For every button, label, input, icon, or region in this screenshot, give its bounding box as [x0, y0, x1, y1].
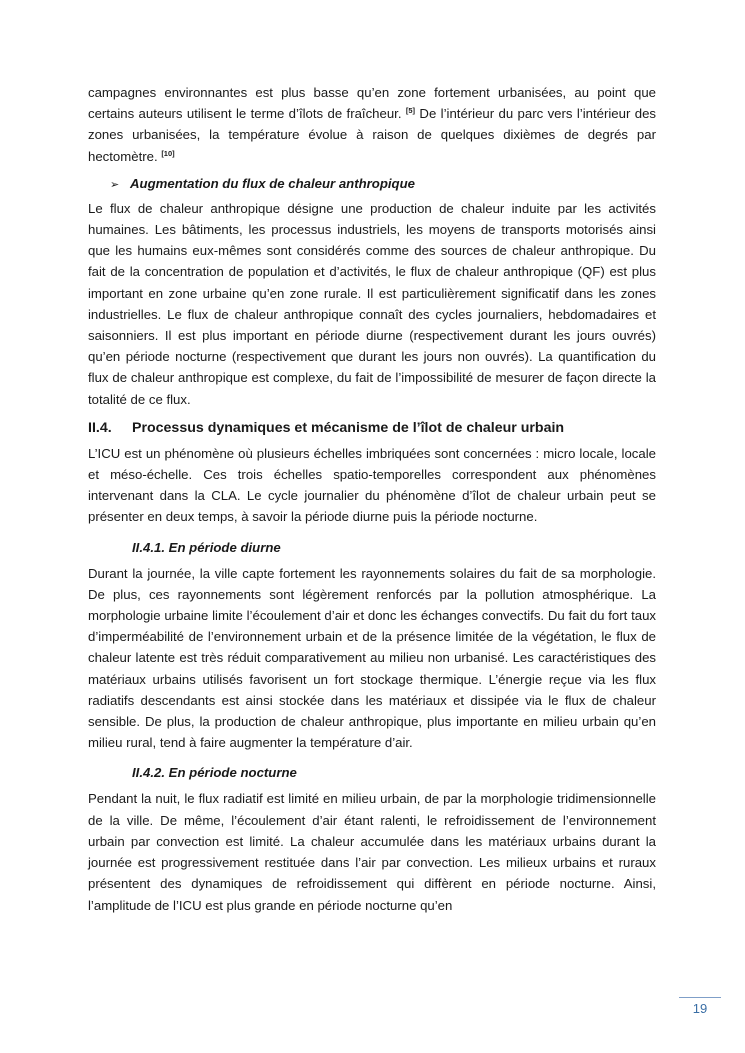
- bullet-heading: [88, 174, 656, 195]
- intro-text-b: De l’intérieur du parc vers l’intérieur des zones urbanisées, la température évolue à raison de quelques dixièmes de degrés par hectomètre.: [88, 106, 656, 164]
- bullet-heading-text: Augmentation du flux de chaleur anthropique: [130, 175, 416, 191]
- section-2-4-paragraph: L’ICU est un phénomène où plusieurs échelles imbriquées sont concernées : micro locale, locale et méso-échelle. Ces trois échelles spatio-temporelles correspondent aux phénomènes intervenant dans la CLA. Le cycle journalier du phénomène d’îlot de chaleur urbain peut se présenter en deux temps, à savoir la période diurne puis la période nocturne.: [88, 445, 656, 525]
- citation-ref-10: [10]: [161, 148, 175, 158]
- document-page: [88, 82, 656, 916]
- section-number: II.4.: [88, 419, 112, 436]
- section-title: Processus dynamiques et mécanisme de l’îlot de chaleur urbain: [132, 419, 565, 436]
- intro-paragraph: [88, 82, 656, 167]
- footer-divider: [679, 997, 721, 998]
- subsection-heading-diurne: II.4.1. En période diurne: [132, 539, 281, 555]
- anthropic-heat-paragraph: Le flux de chaleur anthropique désigne une production de chaleur induite par les activités humaines. Les bâtiments, les processus industriels, les moyens de transports motorisés ainsi que les humains eux-mêmes sont considérés comme des sources de chaleur anthropique. Du fait de la concentration de population et d’activités, le flux de chaleur anthropique (QF) est plus important en zone urbaine qu’en zone rurale. Il est particulièrement significatif dans les zones industrielles. Le flux de chaleur anthropique connaît des cycles journaliers, hebdomadaires et saisonniers. Il est plus important en période diurne (respectivement durant les jours ouvrés) qu’en période nocturne (respectivement que durant les jours non ouvrés). La quantification du flux de chaleur anthropique est complexe, du fait de l’impossibilité de mesurer de façon directe la totalité de ce flux.: [88, 200, 656, 407]
- page-number: 19: [692, 1001, 708, 1016]
- nocturne-paragraph: Pendant la nuit, le flux radiatif est limité en milieu urbain, de par la morphologie tridimensionnelle de la ville. De même, l’écoulement d’air étant ralenti, le refroidissement de l’environnement urbain par convection est limité. La chaleur accumulée dans les matériaux urbains durant la journée est progressivement restituée dans l’air par convection. Les milieux urbains et ruraux présentent des dynamiques de refroidissement qui diffèrent en période nocturne. Ainsi, l’amplitude de l’ICU est plus grande en période nocturne qu’en: [88, 791, 656, 913]
- citation-ref-5: [5]: [405, 106, 416, 116]
- arrow-bullet-icon: ➢: [110, 178, 120, 191]
- subsection-heading-nocturne: II.4.2. En période nocturne: [132, 765, 297, 781]
- diurne-paragraph: Durant la journée, la ville capte fortement les rayonnements solaires du fait de sa morphologie. De plus, ces rayonnements sont légèrement renforcés par la pollution atmosphérique. La morphologie urbaine limite l’écoulement d’air et donc les échanges convectifs. Du fait du fort taux d’imperméabilité de l’environnement urbain et de la présence limitée de la végétation, le flux de chaleur latente est très réduit comparativement au milieu non urbanisé. Les caractéristiques des matériaux urbains utilisés favorisent un fort stockage thermique. L’énergie reçue via les flux radiatifs descendants est ainsi stockée dans les matériaux et dissipée via le flux de chaleur sensible. De plus, la production de chaleur anthropique, plus importante en milieu urbain qu’en milieu rural, tend à faire augmenter la température d’air.: [88, 565, 656, 751]
- intro-text-a: campagnes environnantes est plus basse qu’en zone fortement urbanisées, au point que certains auteurs utilisent le terme d’îlots de fraîcheur.: [88, 85, 656, 122]
- section-heading-2-4: [88, 417, 656, 439]
